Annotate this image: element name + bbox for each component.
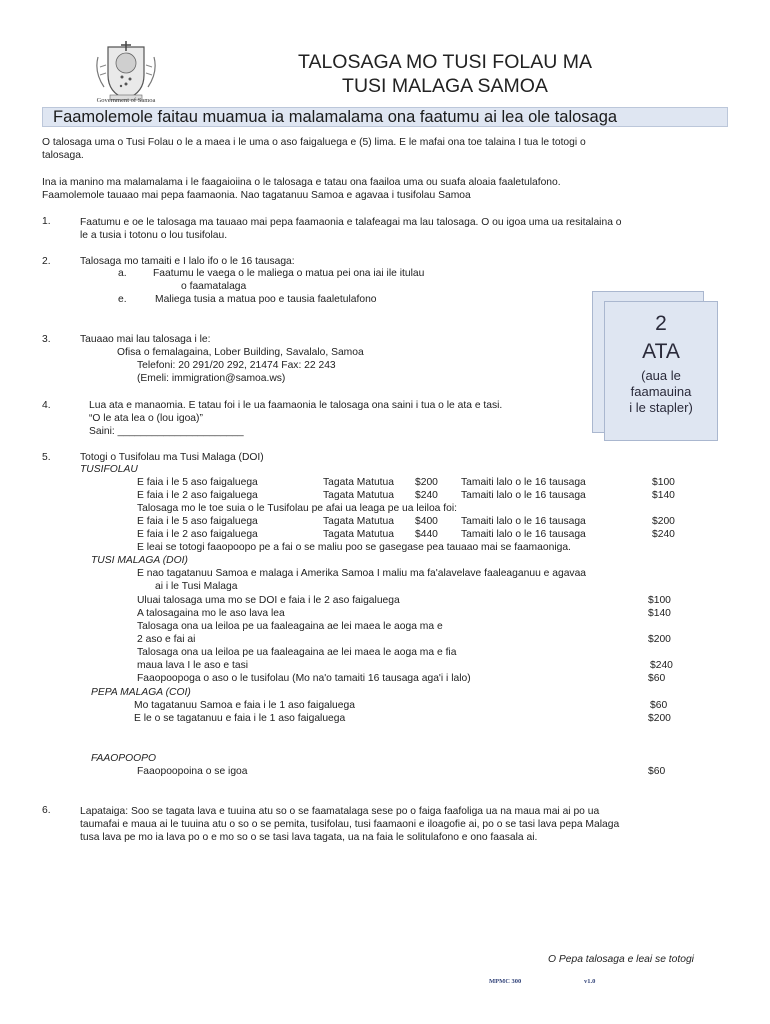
samoa-coat-of-arms-logo [88, 37, 164, 103]
fee-child: $240 [652, 529, 675, 540]
doi-row-1: Uluai talosaga uma mo se DOI e faia i le 2 aso faigaluega [137, 595, 400, 606]
fee-child-desc: Tamaiti lalo o le 16 tausaga [461, 490, 586, 501]
photo-note-line2: faamauina [630, 384, 692, 399]
item-number-3: 3. [42, 334, 51, 345]
photo-attachment-box [604, 301, 718, 441]
fee-type: Tagata Matutua [323, 529, 394, 540]
extra-row-1-fee: $60 [648, 766, 666, 777]
fee-adult: $240 [415, 490, 438, 501]
lost-heading: Talosaga mo le toe suia o le Tusifolau pe afai ua leaga pe ua leiloa foi: [137, 503, 457, 514]
footer-note: O Pepa talosaga e leai se totogi [548, 954, 694, 965]
tusifolau-label: TUSIFOLAU [80, 464, 138, 475]
doi-intro-line1: E nao tagatanuu Samoa e malaga i Amerika Samoa I maliu ma fa'alavelave faaleaganuu e agavaa [137, 568, 587, 579]
fee-child-desc: Tamaiti lalo o le 16 tausaga [461, 477, 586, 488]
item-number-4: 4. [42, 400, 51, 411]
title-line-1: TALOSAGA MO TUSI FOLAU MA [297, 51, 592, 73]
doi-row-2: A talosagaina mo le aso lava lea [137, 608, 285, 619]
item-3-line4: (Emeli: immigration@samoa.ws) [137, 373, 286, 384]
item-number-6: 6. [42, 805, 51, 816]
photo-word: ATA [642, 340, 680, 363]
item-2-e-label: e. [118, 294, 127, 305]
item-6-line2: taumafai e maua ai le tuuina atu o so o se pemita, tusifolau, tusi faamaoni e iloagofie ai, po o se tasi lava pepa Malaga [80, 819, 620, 831]
extra-label: FAAOPOOPO [91, 753, 157, 764]
doi-row-4-line1: Talosaga ona ua leiloa pe ua faaleagaina ae lei maea le aoga ma e fia [137, 647, 457, 658]
doi-row-5-fee: $60 [648, 673, 666, 684]
fee-child: $140 [652, 490, 675, 501]
doi-row-3-fee: $200 [648, 634, 671, 645]
item-3-line3: Telefoni: 20 291/20 292, 21474 Fax: 22 243 [137, 360, 336, 371]
item-3-line2: Ofisa o femalagaina, Lober Building, Savalalo, Samoa [117, 347, 364, 358]
item-6-line1: Lapataiga: Soo se tagata lava e tuuina atu so o se faamatalaga sese po o faiga faafoliga ua na maua mai ai po ua [80, 806, 600, 817]
item-2-a-line2: o faamatalaga [181, 281, 247, 292]
doi-row-5: Faaopoopoga o aso o le tusifolau (Mo na'o tamaiti 16 tausaga aga'i i lalo) [137, 673, 471, 684]
intro-p2-line2: Faamolemole tauaao mai pepa faamaonia. Nao tagatanuu Samoa e agavaa i tusifolau Samoa [42, 190, 471, 202]
item-1-line1: Faatumu e oe le talosaga ma tauaao mai pepa faamaonia e talafeagai ma lau talosaga. O ou igoa uma ua resitalaina o [80, 217, 622, 228]
extra-row-1: Faaopoopoina o se igoa [137, 766, 248, 777]
doi-row-4-fee: $240 [650, 660, 673, 671]
instruction-banner [42, 107, 728, 127]
fee-child: $200 [652, 516, 675, 527]
photo-note-line1: (aua le [641, 368, 681, 383]
doi-row-3-line1: Talosaga ona ua leiloa pe ua faaleagaina ae lei maea le aoga ma e [137, 621, 443, 632]
page-title [240, 50, 650, 98]
coi-row-1-fee: $60 [650, 700, 668, 711]
doi-row-1-fee: $100 [648, 595, 671, 606]
fee-adult: $400 [415, 516, 438, 527]
fee-type: Tagata Matutua [323, 477, 394, 488]
item-4-line3: Saini: ______________________ [89, 426, 244, 437]
logo-caption: Government of Samoa [96, 97, 156, 104]
fee-desc: E faia i le 2 aso faigaluega [137, 490, 258, 501]
item-4-line1: Lua ata e manaomia. E tatau foi i le ua faamaonia le talosaga ona saini i tua o le ata e tasi. [89, 400, 503, 411]
item-3-line1: Tauaao mai lau talosaga i le: [80, 334, 211, 345]
doi-intro-line2: ai i le Tusi Malaga [155, 581, 238, 592]
item-2-a-label: a. [118, 268, 127, 279]
item-2-e-line1: Maliega tusia a matua poo e tausia faaletulafono [155, 294, 377, 305]
intro-paragraph-2 [42, 176, 722, 202]
intro-p2-line1: Ina ia manino ma malamalama i le faagaioiina o le talosaga e tatau ona faailoa uma ou suafa aloaia faaletulafono. [42, 177, 561, 188]
banner-text: Faamolemole faitau muamua ia malamalama ona faatumu ai lea ole talosaga [53, 108, 618, 126]
item-number-2: 2. [42, 256, 51, 267]
intro-paragraph-1 [42, 136, 722, 162]
title-line-2: TUSI MALAGA SAMOA [342, 75, 548, 97]
fee-child-desc: Tamaiti lalo o le 16 tausaga [461, 516, 586, 527]
form-code: MPMC 300 [489, 978, 522, 985]
item-6-text [80, 805, 619, 845]
fee-child-desc: Tamaiti lalo o le 16 tausaga [461, 529, 586, 540]
item-number-1: 1. [42, 216, 51, 227]
intro-p1-line2: talosaga. [42, 150, 84, 162]
item-4-line2: “O le ata lea o (lou igoa)” [89, 413, 203, 424]
intro-p1-line1: O talosaga uma o Tusi Folau o le a maea i le uma o aso faigaluega e (5) lima. E le mafai ona toe talaina I tua le totogi o [42, 137, 586, 148]
item-2-a-line1: Faatumu le vaega o le maliega o matua pei ona iai ile itulau [153, 268, 425, 279]
item-6-line3: tusa lava pe mo ia lava po o e mo so o se tasi lava tagata, ua na faia le solitulafono e ono faasala ai. [80, 832, 538, 844]
item-2-text: Talosaga mo tamaiti e I lalo ifo o le 16 tausaga: [80, 256, 295, 267]
fees-heading: Totogi o Tusifolau ma Tusi Malaga (DOI) [80, 452, 264, 463]
photo-count: 2 [655, 312, 667, 335]
fee-type: Tagata Matutua [323, 516, 394, 527]
photo-note-line3: i le stapler) [629, 400, 693, 415]
form-version: v1.0 [584, 978, 596, 985]
coi-label: PEPA MALAGA (COI) [91, 687, 191, 698]
coi-row-1: Mo tagatanuu Samoa e faia i le 1 aso faigaluega [134, 700, 355, 711]
doi-row-3-line2: 2 aso e fai ai [137, 634, 196, 645]
coi-row-2: E le o se tagatanuu e faia i le 1 aso faigaluega [134, 713, 346, 724]
doi-row-4-line2: maua lava I le aso e tasi [137, 660, 249, 671]
fee-desc: E faia i le 2 aso faigaluega [137, 529, 258, 540]
doi-label: TUSI MALAGA (DOI) [91, 555, 188, 566]
item-number-5: 5. [42, 452, 51, 463]
item-1-line2: le a tusia i totonu o lou tusifolau. [80, 230, 228, 242]
fee-desc: E faia i le 5 aso faigaluega [137, 516, 258, 527]
fee-adult: $440 [415, 529, 438, 540]
fee-desc: E faia i le 5 aso faigaluega [137, 477, 258, 488]
item-1-text [80, 216, 622, 242]
fee-type: Tagata Matutua [323, 490, 394, 501]
fees-note: E leai se totogi faaopoopo pe a fai o se maliu poo se gasegase pea tauaao mai se faamaoniga. [137, 542, 571, 553]
doi-row-2-fee: $140 [648, 608, 671, 619]
coi-row-2-fee: $200 [648, 713, 671, 724]
fee-adult: $200 [415, 477, 438, 488]
fee-child: $100 [652, 477, 675, 488]
